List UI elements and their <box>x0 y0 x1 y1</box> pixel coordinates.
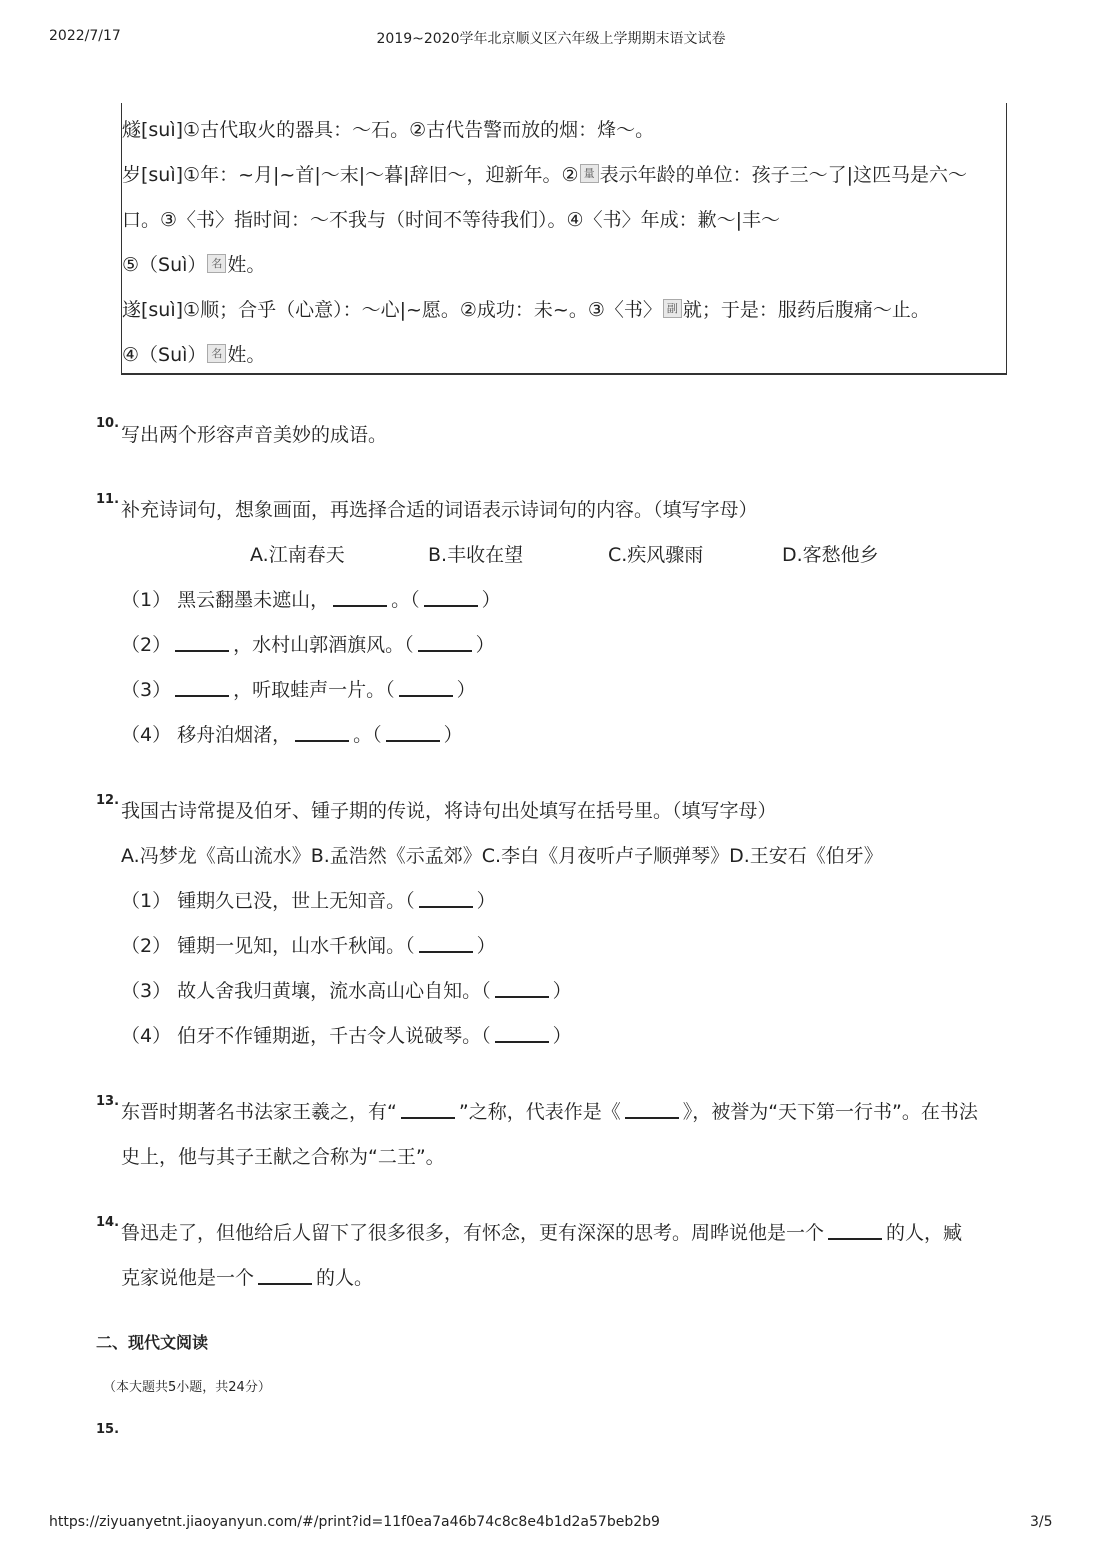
section-title: 二、现代文阅读 <box>96 1333 209 1352</box>
answer-blank[interactable] <box>419 935 473 953</box>
answer-blank[interactable] <box>258 1267 312 1285</box>
q11-item-1-mid: 。（ <box>391 589 420 611</box>
q12-item-2-text: （2） 锺期一见知，山水千秋闻。（ <box>121 935 415 957</box>
q12-item-2 <box>121 931 496 958</box>
noun-tag-icon: 名 <box>207 344 226 363</box>
question-number-15: 15. <box>96 1422 120 1437</box>
answer-blank[interactable] <box>828 1222 882 1240</box>
question-12-options: A.冯梦龙《高山流水》B.孟浩然《示孟郊》C.李白《月夜听卢子顺弹琴》D.王安石《伯牙》 <box>121 845 883 867</box>
print-date: 2022/7/17 <box>49 28 121 44</box>
answer-blank[interactable] <box>333 589 387 607</box>
q12-item-3-text: （3） 故人舍我归黄壤，流水高山心自知。（ <box>121 980 491 1002</box>
q14-text-a: 鲁迅走了，但他给后人留下了很多很多，有怀念，更有深深的思考。周晔说他是一个 <box>121 1222 825 1244</box>
dict-line-6-b: 姓。 <box>227 344 266 366</box>
q12-item-3 <box>121 976 572 1003</box>
answer-blank[interactable] <box>419 890 473 908</box>
q11-item-3-text: ，听取蛙声一片。（ <box>233 679 395 701</box>
dict-line-4-b: 姓。 <box>227 254 266 276</box>
dict-line-4 <box>122 250 265 277</box>
answer-blank[interactable] <box>175 679 229 697</box>
answer-blank[interactable] <box>424 589 478 607</box>
q11-item-2 <box>121 630 495 657</box>
q14-text-b: 的人，臧 <box>886 1222 963 1244</box>
q12-item-4 <box>121 1021 572 1048</box>
q11-item-4 <box>121 720 463 747</box>
option-d: D.客愁他乡 <box>782 544 879 566</box>
q11-item-2-text: ，水村山郭酒旗风。（ <box>233 634 414 656</box>
option-b: B.丰收在望 <box>428 544 524 566</box>
q11-item-4-mid: 。（ <box>353 724 382 746</box>
q11-item-3-end: ） <box>456 679 476 701</box>
dict-line-6-a: ④（Suì） <box>122 344 207 366</box>
answer-blank[interactable] <box>625 1101 679 1119</box>
q14-text-d: 的人。 <box>316 1267 374 1289</box>
q11-item-3-num: （3） <box>121 679 172 701</box>
dict-line-2 <box>122 160 967 187</box>
dict-line-2-b: 表示年龄的单位：孩子三～了|这匹马是六～ <box>599 164 967 186</box>
q11-item-2-num: （2） <box>121 634 172 656</box>
q11-item-4-text: （4） 移舟泊烟渚， <box>121 724 292 746</box>
answer-blank[interactable] <box>295 724 349 742</box>
answer-blank[interactable] <box>386 724 440 742</box>
q14-text-c: 克家说他是一个 <box>121 1267 255 1289</box>
q11-item-1-end: ） <box>481 589 501 611</box>
q11-item-2-end: ） <box>475 634 495 656</box>
option-c: C.疾风骤雨 <box>608 544 704 566</box>
answer-blank[interactable] <box>401 1101 455 1119</box>
q13-text-b: ”之称，代表作是《 <box>458 1101 621 1123</box>
dict-line-5-a: 遂[suì]①顺；合乎（心意）：～心|~愿。②成功：未~。③〈书〉 <box>122 299 662 321</box>
q12-item-3-end: ） <box>552 980 572 1002</box>
noun-tag-icon: 名 <box>207 254 226 273</box>
dict-line-2-a: 岁[suì]①年：~月|~首|～末|～暮|辞旧～，迎新年。② <box>122 164 579 186</box>
dict-line-6 <box>122 340 265 367</box>
question-11-text: 补充诗词句，想象画面，再选择合适的词语表示诗词句的内容。（填写字母） <box>121 499 758 521</box>
section-note: （本大题共5小题，共24分） <box>103 1380 271 1395</box>
q13-text-a: 东晋时期著名书法家王羲之，有“ <box>121 1101 397 1123</box>
question-number-13: 13. <box>96 1094 120 1109</box>
question-number-11: 11. <box>96 492 120 507</box>
q12-item-1-end: ） <box>476 890 496 912</box>
measure-word-tag-icon: 量 <box>580 164 599 183</box>
q11-item-1 <box>121 585 501 612</box>
page-number: 3/5 <box>1030 1514 1053 1530</box>
question-10-text: 写出两个形容声音美妙的成语。 <box>121 424 388 446</box>
option-a: A.江南春天 <box>250 544 345 566</box>
answer-blank[interactable] <box>399 679 453 697</box>
answer-blank[interactable] <box>495 980 549 998</box>
dict-line-5 <box>122 295 930 322</box>
adverb-tag-icon: 副 <box>663 299 682 318</box>
q11-item-4-end: ） <box>443 724 463 746</box>
footer-url: https://ziyuanyetnt.jiaoyanyun.com/#/print?id=11f0ea7a46b74c8c8e4b1d2a57beb2b9 <box>49 1514 660 1530</box>
q11-item-3 <box>121 675 476 702</box>
dict-line-4-a: ⑤（Suì） <box>122 254 207 276</box>
document-title: 2019~2020学年北京顺义区六年级上学期期末语文试卷 <box>376 31 726 47</box>
answer-blank[interactable] <box>418 634 472 652</box>
question-number-10: 10. <box>96 416 120 431</box>
q13-text-c: 》，被誉为“天下第一行书”。在书法 <box>682 1101 978 1123</box>
q12-item-4-text: （4） 伯牙不作锺期逝，千古令人说破琴。（ <box>121 1025 491 1047</box>
question-number-14: 14. <box>96 1215 120 1230</box>
question-12-text: 我国古诗常提及伯牙、锺子期的传说，将诗句出处填写在括号里。（填写字母） <box>121 800 777 822</box>
answer-blank[interactable] <box>175 634 229 652</box>
question-14-line-1 <box>121 1218 962 1245</box>
q12-item-2-end: ） <box>476 935 496 957</box>
q11-item-1-text: （1） 黑云翻墨未遮山， <box>121 589 330 611</box>
q12-item-4-end: ） <box>552 1025 572 1047</box>
question-14-line-2 <box>121 1263 373 1290</box>
dict-line-3: 口。③〈书〉指时间：～不我与（时间不等待我们）。④〈书〉年成：歉～|丰～ <box>122 209 780 231</box>
answer-blank[interactable] <box>495 1025 549 1043</box>
question-number-12: 12. <box>96 793 120 808</box>
q12-item-1-text: （1） 锺期久已没，世上无知音。（ <box>121 890 415 912</box>
dict-line-5-b: 就；于是：服药后腹痛～止。 <box>682 299 930 321</box>
question-13-line-2: 史上，他与其子王献之合称为“二王”。 <box>121 1146 445 1168</box>
dictionary-entry-box <box>121 103 1007 375</box>
q12-item-1 <box>121 886 496 913</box>
question-13-line-1 <box>121 1097 978 1124</box>
dict-line-1: 燧[suì]①古代取火的器具：～石。②古代告警而放的烟：烽～。 <box>122 119 655 141</box>
